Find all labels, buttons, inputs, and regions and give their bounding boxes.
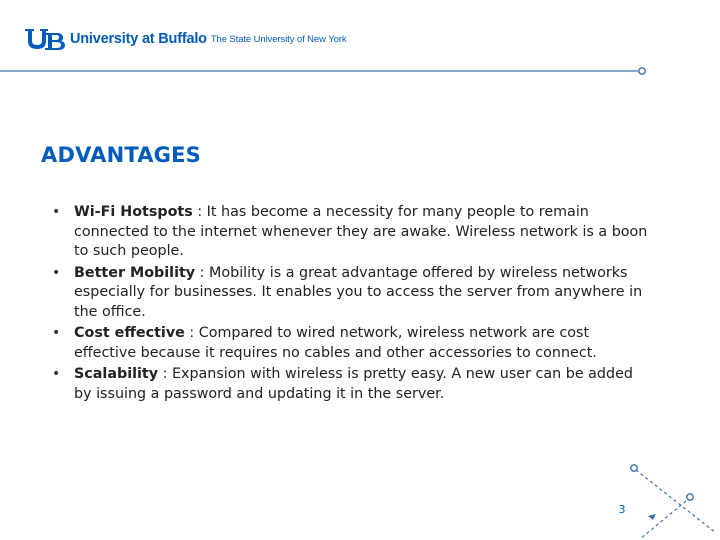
bullet-text: : Compared to wired network, wireless network are cost effective because it requires no cables and other accessories to connect. [74,325,597,361]
page-number: 3 [618,503,626,516]
slide-title: ADVANTAGES [41,143,201,167]
ub-logo [24,27,346,51]
bullet-term: Wi-Fi Hotspots [74,204,193,220]
logo-suny-tagline: The State University of New York [210,33,347,45]
bullet-icon: • [52,366,61,382]
bullet-icon: • [52,264,61,281]
corner-decoration [600,455,720,540]
list-item [52,324,652,363]
header-divider [0,64,720,78]
bullet-term: Better Mobility [74,264,196,281]
bullet-icon: • [52,325,61,341]
bullet-term: Cost effective [74,325,185,341]
bullet-term: Scalability [74,366,159,382]
logo-university-name: University at Buffalo [70,31,207,47]
bullet-list [52,203,652,406]
bullet-text: : Expansion with wireless is pretty easy. A new user can be added by issuing a password and updating it in the server. [74,366,633,402]
bullet-icon: • [52,204,61,220]
ub-monogram-icon [24,27,66,51]
list-item [52,203,652,262]
list-item [52,365,652,404]
bullet-text: : It has become a necessity for many people to remain connected to the internet whenever they are awake. Wireless network is a boon to such people. [74,204,648,259]
list-item [52,264,652,323]
bullet-text: : Mobility is a great advantage offered by wireless networks especially for businesses. It enables you to access the server from anywhere in the office. [74,264,643,320]
